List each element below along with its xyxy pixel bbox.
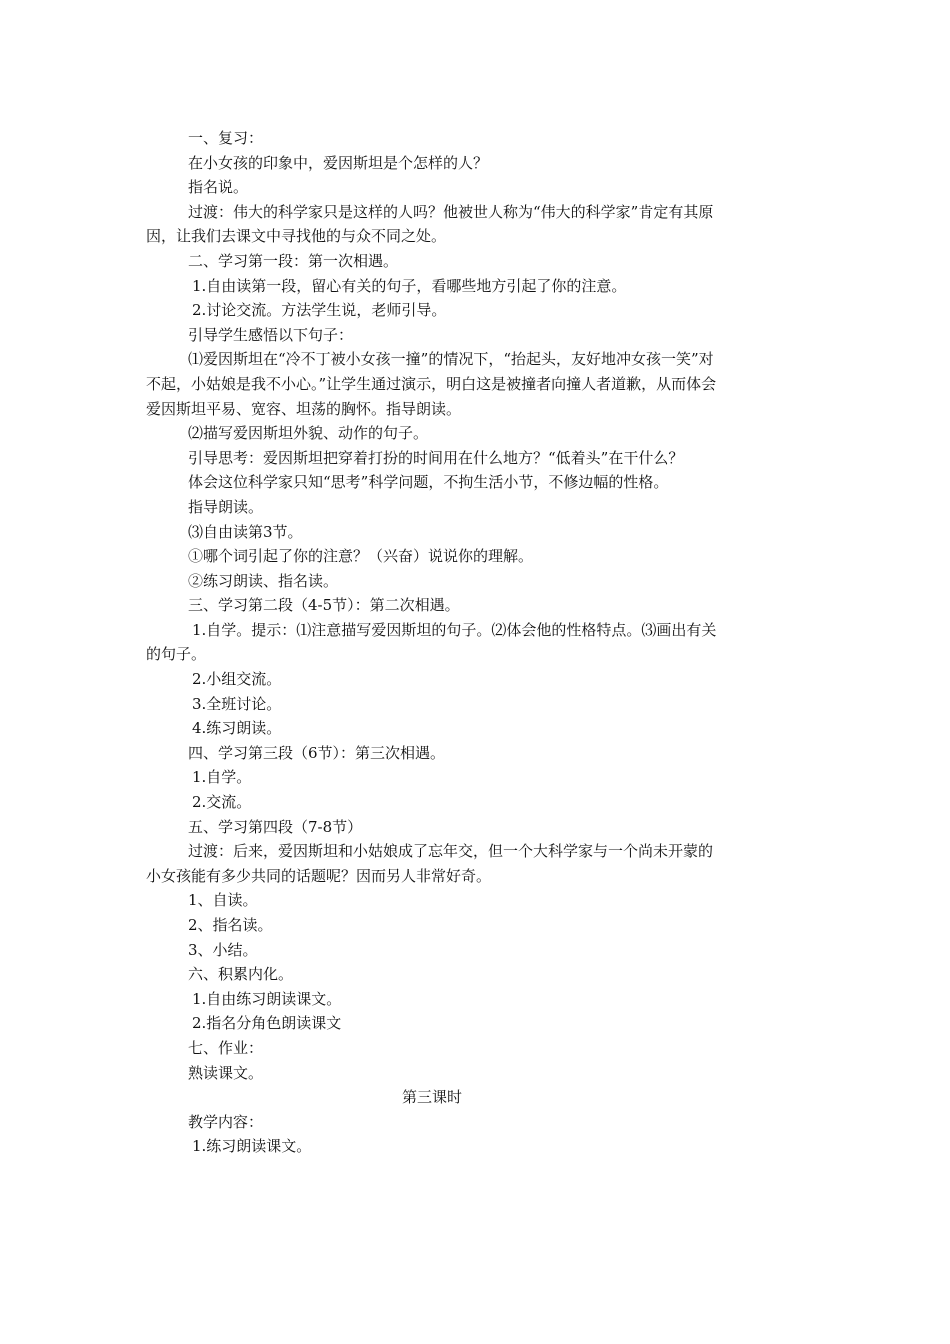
list-item: 3、小结。 bbox=[188, 940, 258, 959]
paragraph: 体会这位科学家只知“思考”科学问题，不拘生活小节，不修边幅的性格。 bbox=[188, 473, 669, 492]
list-item: 1.自由读第一段，留心有关的句子，看哪些地方引起了你的注意。 bbox=[192, 276, 627, 295]
document-body bbox=[146, 126, 718, 1159]
paragraph: 指名说。 bbox=[188, 178, 249, 197]
list-item: 2.小组交流。 bbox=[192, 670, 282, 689]
section-heading: 六、积累内化。 bbox=[188, 965, 294, 984]
list-item: 4.练习朗读。 bbox=[192, 719, 282, 738]
paragraph: ⑴爱因斯坦在“冷不丁被小女孩一撞”的情况下，“抬起头，友好地冲女孩一笑”对不起，小姑娘是我不小心。”让学生通过演示，明白这是被撞者向撞人者道歉，从而体会爱因斯坦平易、宽容、坦荡的胸怀。指导朗读。 bbox=[146, 350, 717, 418]
list-item: 1、自读。 bbox=[188, 891, 258, 910]
paragraph: 教学内容： bbox=[188, 1112, 264, 1131]
paragraph: 引导学生感悟以下句子： bbox=[188, 325, 354, 344]
paragraph: 指导朗读。 bbox=[188, 497, 264, 516]
paragraph: ①哪个词引起了你的注意？（兴奋）说说你的理解。 bbox=[188, 547, 534, 566]
section-heading: 三、学习第二段（4-5节）：第二次相遇。 bbox=[188, 596, 460, 615]
list-item: 2.交流。 bbox=[192, 793, 252, 812]
paragraph: 熟读课文。 bbox=[188, 1063, 264, 1082]
paragraph: ⑵描写爱因斯坦外貌、动作的句子。 bbox=[188, 424, 429, 443]
paragraph: 过渡：伟大的科学家只是这样的人吗？他被世人称为“伟大的科学家”肯定有其原因，让我们去课文中寻找他的与众不同之处。 bbox=[146, 202, 714, 246]
section-heading: 二、学习第一段：第一次相遇。 bbox=[188, 251, 399, 270]
section-heading: 四、学习第三段（6节）：第三次相遇。 bbox=[188, 743, 446, 762]
paragraph: ②练习朗读、指名读。 bbox=[188, 571, 339, 590]
paragraph: 过渡：后来，爱因斯坦和小姑娘成了忘年交，但一个大科学家与一个尚未开蒙的小女孩能有多少共同的话题呢？因而另人非常好奇。 bbox=[146, 842, 714, 885]
list-item: 1.自学。 bbox=[192, 768, 252, 787]
paragraph: 在小女孩的印象中，爱因斯坦是个怎样的人？ bbox=[188, 153, 489, 172]
section-heading: 一、复习： bbox=[188, 129, 264, 147]
section-heading: 七、作业： bbox=[188, 1038, 264, 1057]
list-item: 2、指名读。 bbox=[188, 916, 273, 934]
list-item: 1.自学。提示：⑴注意描写爱因斯坦的句子。⑵体会他的性格特点。⑶画出有关的句子。 bbox=[146, 620, 717, 664]
lesson-title: 第三课时 bbox=[401, 1088, 462, 1107]
list-item: 2.指名分角色朗读课文 bbox=[192, 1014, 342, 1033]
paragraph: 引导思考：爱因斯坦把穿着打扮的时间用在什么地方？“低着头”在干什么？ bbox=[188, 448, 684, 467]
paragraph: ⑶自由读第3节。 bbox=[188, 522, 303, 541]
list-item: 3.全班讨论。 bbox=[192, 694, 282, 713]
list-item: 1.自由练习朗读课文。 bbox=[192, 989, 342, 1008]
list-item: 2.讨论交流。方法学生说，老师引导。 bbox=[192, 301, 447, 320]
section-heading: 五、学习第四段（7-8节） bbox=[188, 817, 363, 836]
list-item: 1.练习朗读课文。 bbox=[192, 1137, 312, 1156]
